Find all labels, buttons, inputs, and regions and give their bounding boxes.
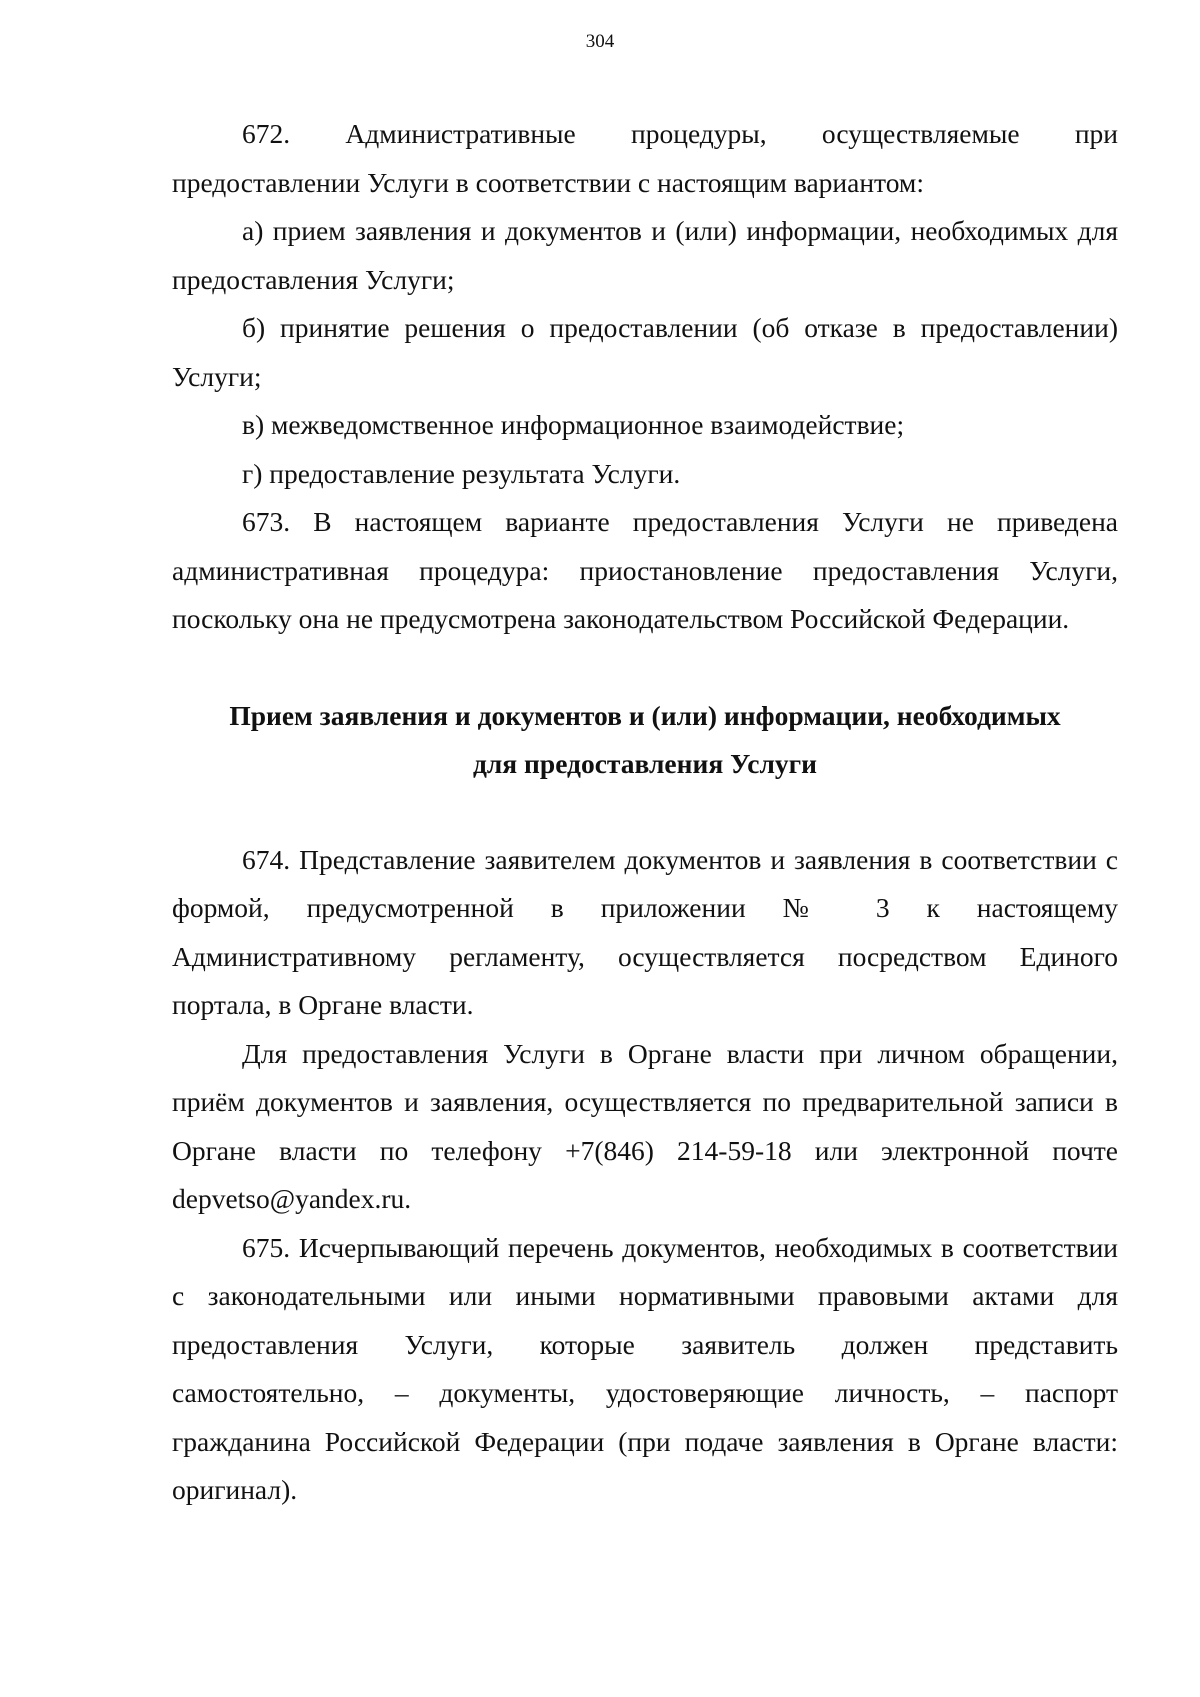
paragraph-673: 673. В настоящем варианте предоставления Услуги не приведена административная процедура: приостановление предоставления Услуги, поскольку она не предусмотрена законодательством Российской Федерации. — [172, 506, 1118, 634]
section-heading — [172, 692, 1118, 788]
list-item-a: а) прием заявления и документов и (или) информации, необходимых для предоставления Услуги; — [172, 215, 1118, 295]
list-item-b: б) принятие решения о предоставлении (об отказе в предоставлении) Услуги; — [172, 312, 1118, 392]
list-item-v: в) межведомственное информационное взаимодействие; — [242, 409, 905, 440]
list-item-g: г) предоставление результата Услуги. — [242, 457, 681, 489]
paragraph-675: 675. Исчерпывающий перечень документов, необходимых в соответствии с законодательными или иными нормативными правовыми актами для предоставления Услуги, которые заявитель должен представить самостоятельно, – документы, удостоверяющие личность, – паспорт гражданина Российской Федерации (при подаче заявления в Органе власти: оригинал). — [172, 1231, 1118, 1505]
document-body — [172, 110, 1118, 1515]
paragraph-674-contact: Для предоставления Услуги в Органе власти при личном обращении, приём документов и заявления, осуществляется по предварительной записи в Органе власти по телефону +7(846) 214-59-18 или электронной почте depvetso@yandex.ru. — [172, 1037, 1118, 1214]
paragraph-674: 674. Представление заявителем документов и заявления в соответствии с формой, предусмотренной в приложении № 3 к настоящему Административному регламенту, осуществляется посредством Единого портала, в Органе власти. — [172, 843, 1118, 1020]
section-heading-line-2: для предоставления Услуги — [472, 747, 818, 779]
paragraph-672: 672. Административные процедуры, осуществляемые при предоставлении Услуги в соответствии с настоящим вариантом: — [172, 118, 1118, 198]
page-number: 304 — [585, 31, 615, 52]
section-heading-line-1: Прием заявления и документов и (или) информации, необходимых — [229, 699, 1061, 731]
